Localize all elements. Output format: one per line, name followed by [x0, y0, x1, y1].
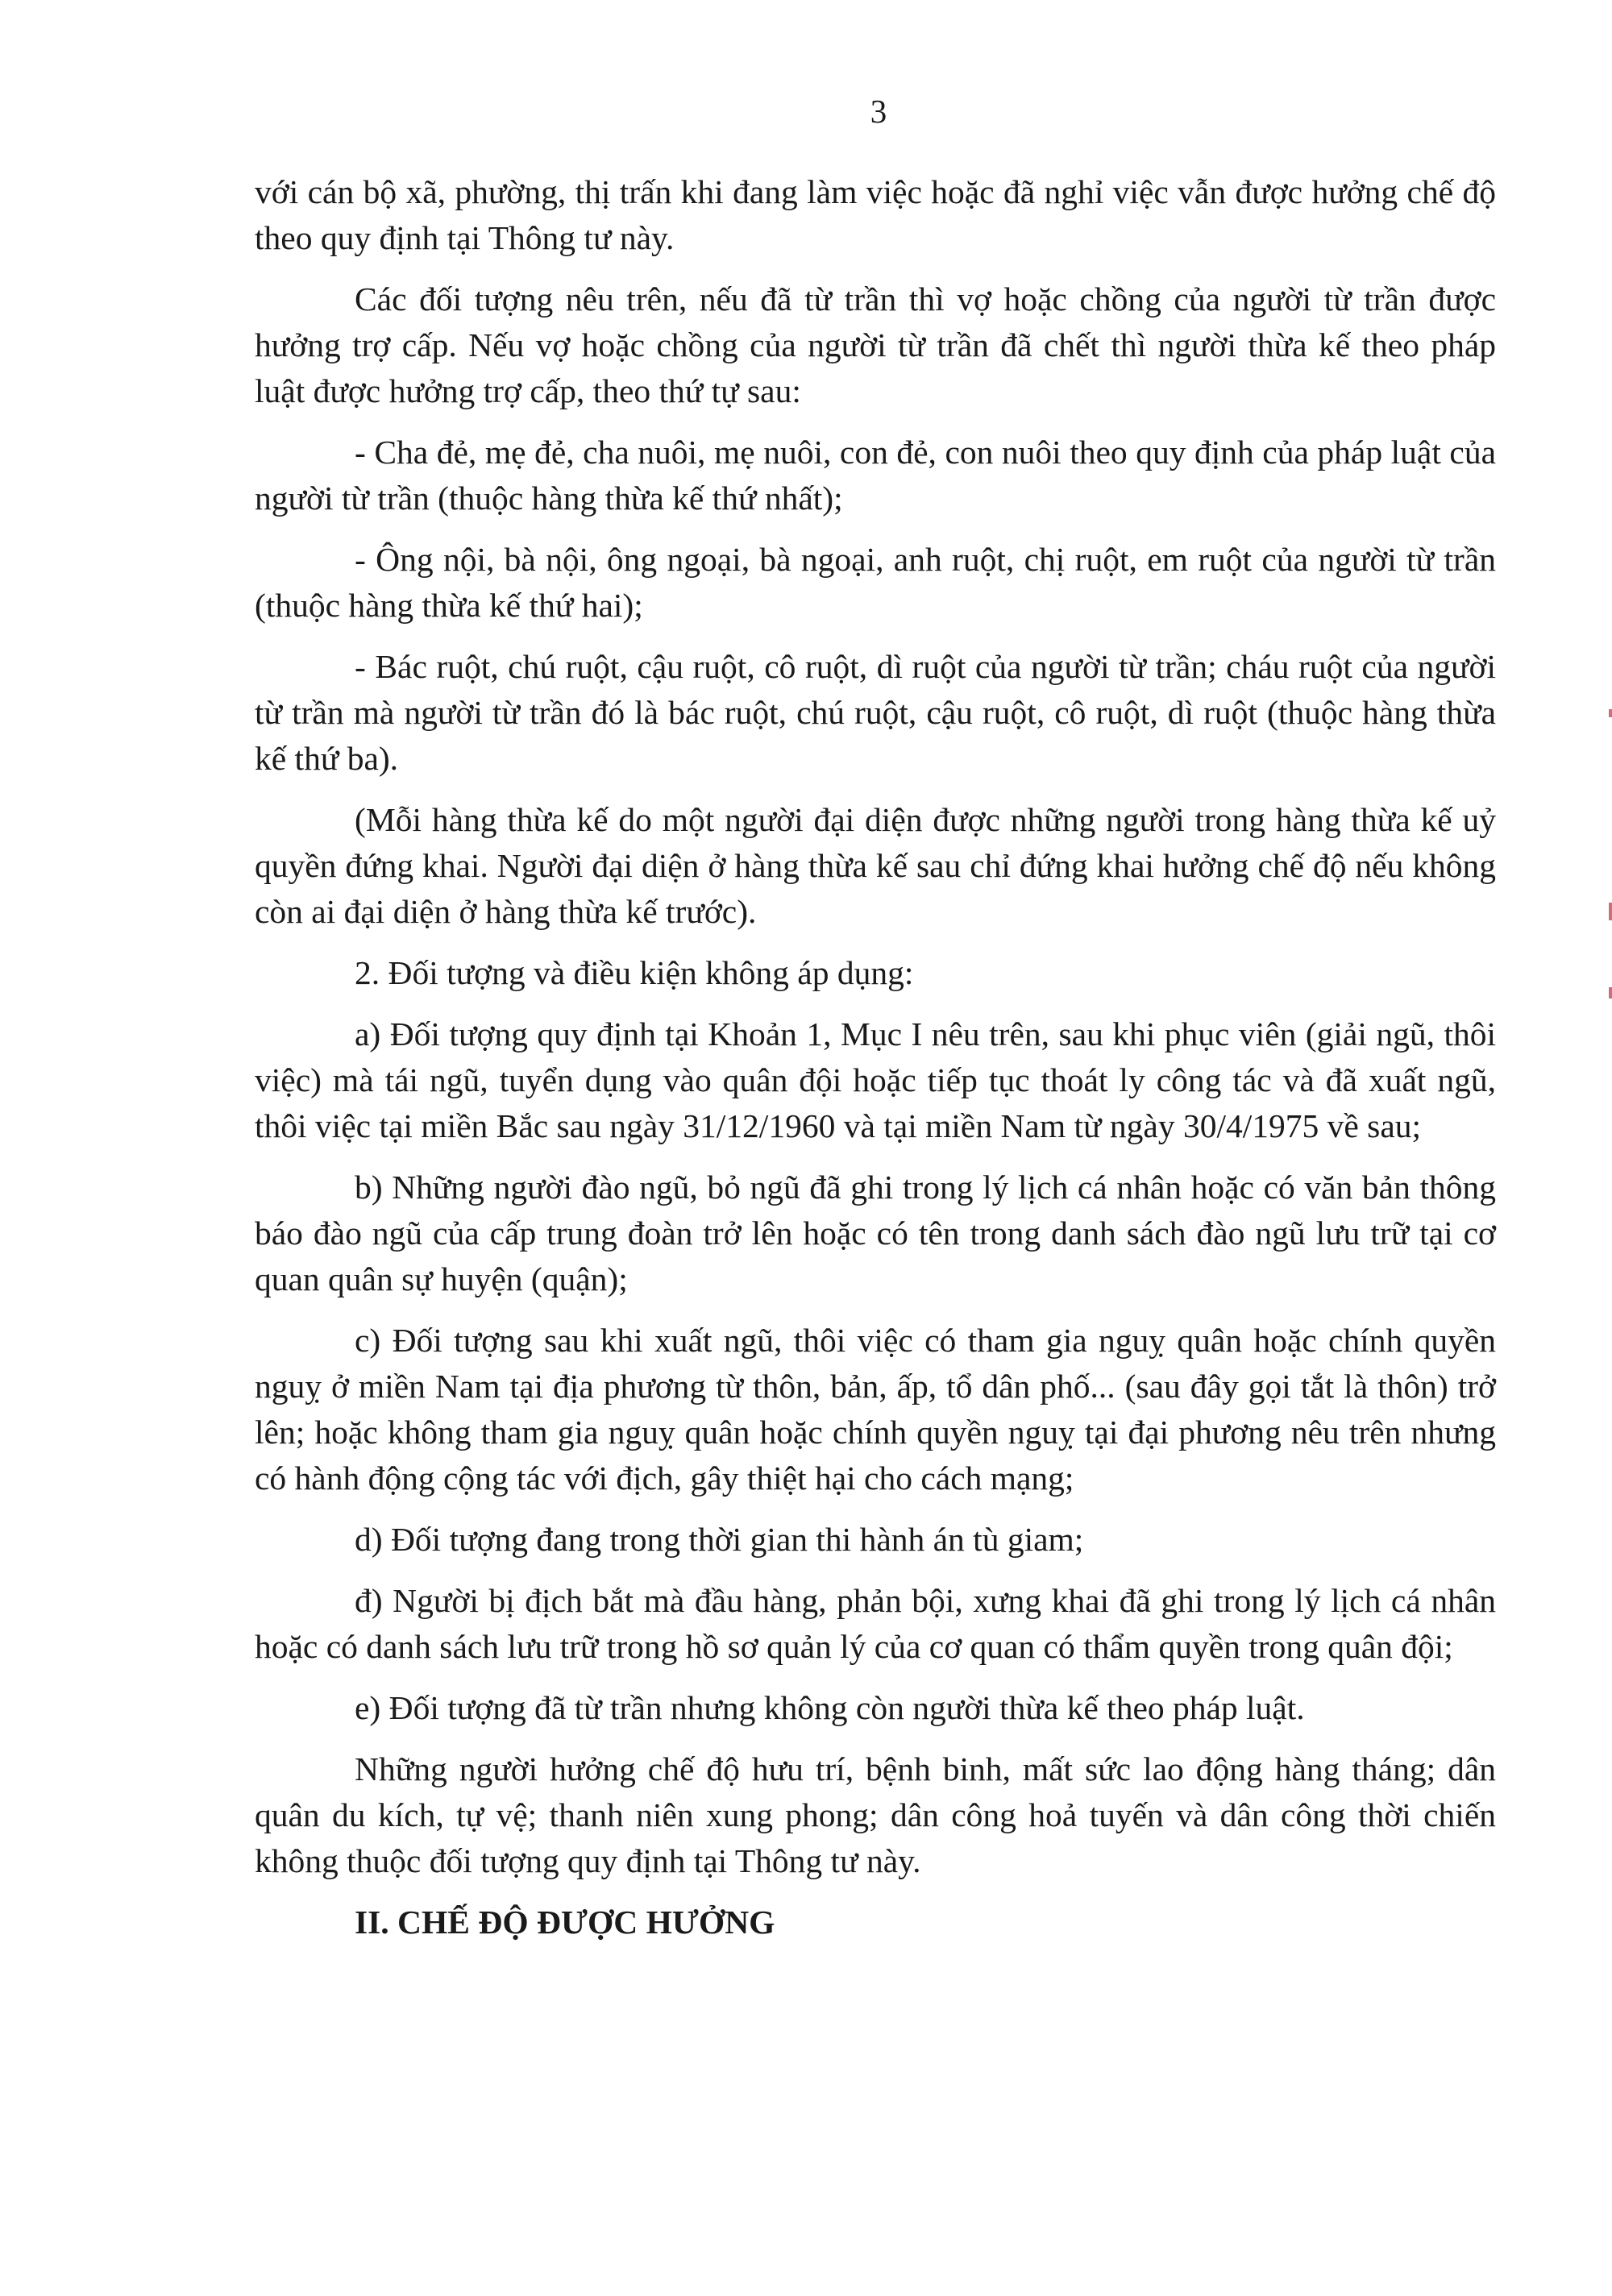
scan-edge-mark [1609, 903, 1612, 920]
paragraph-heirs-second-rank: - Ông nội, bà nội, ông ngoại, bà ngoại, anh ruột, chị ruột, em ruột của người từ trần (thuộc hàng thừa kế thứ hai); [255, 541, 1496, 624]
paragraph-item-dd: đ) Người bị địch bắt mà đầu hàng, phản bội, xưng khai đã ghi trong lý lịch cá nhân hoặc có danh sách lưu trữ trong hồ sơ quản lý của cơ quan có thẩm quyền trong quân đội; [255, 1582, 1496, 1665]
page-number: 3 [870, 93, 887, 130]
paragraph-exclusions: Những người hưởng chế độ hưu trí, bệnh binh, mất sức lao động hàng tháng; dân quân du kích, tự vệ; thanh niên xung phong; dân công hoả tuyến và dân công thời chiến không thuộc đối tượng quy định tại Thông tư này. [255, 1750, 1496, 1879]
paragraph-item-a: a) Đối tượng quy định tại Khoản 1, Mục I nêu trên, sau khi phục viên (giải ngũ, thôi việc) mà tái ngũ, tuyển dụng vào quân đội hoặc tiếp tục thoát ly công tác và đã xuất ngũ, thôi việc tại miền Bắc sau ngày 31/12/1960 và tại miền Nam từ ngày 30/4/1975 về sau; [255, 1015, 1496, 1144]
section-heading: II. CHẾ ĐỘ ĐƯỢC HƯỞNG [355, 1904, 775, 1941]
scan-edge-mark [1609, 987, 1612, 999]
scan-edge-mark [1609, 709, 1612, 717]
paragraph-heirs-intro: Các đối tượng nêu trên, nếu đã từ trần thì vợ hoặc chồng của người từ trần được hưởng trợ cấp. Nếu vợ hoặc chồng của người từ trần đã chết thì người thừa kế theo pháp luật được hưởng trợ cấp, theo thứ tự sau: [255, 280, 1496, 409]
paragraph-item-d: d) Đối tượng đang trong thời gian thi hành án tù giam; [355, 1521, 1084, 1558]
paragraph-heirs-representative: (Mỗi hàng thừa kế do một người đại diện được những người trong hàng thừa kế uỷ quyền đứng khai. Người đại diện ở hàng thừa kế sau chỉ đứng khai hưởng chế độ nếu không còn ai đại diện ở hàng thừa kế trước). [255, 801, 1496, 930]
paragraph-continuation: với cán bộ xã, phường, thị trấn khi đang làm việc hoặc đã nghỉ việc vẫn được hưởng chế độ theo quy định tại Thông tư này. [255, 173, 1496, 256]
paragraph-item-c: c) Đối tượng sau khi xuất ngũ, thôi việc có tham gia nguỵ quân hoặc chính quyền nguỵ ở miền Nam tại địa phương từ thôn, bản, ấp, tổ dân phố... (sau đây gọi tắt là thôn) trở lên; hoặc không tham gia nguỵ quân hoặc chính quyền nguỵ tại đại phương nêu trên nhưng có hành động cộng tác với địch, gây thiệt hại cho cách mạng; [255, 1322, 1496, 1497]
paragraph-item-e: e) Đối tượng đã từ trần nhưng không còn người thừa kế theo pháp luật. [355, 1689, 1305, 1726]
paragraph-section-2-title: 2. Đối tượng và điều kiện không áp dụng: [355, 954, 914, 991]
document-body [255, 169, 1496, 1961]
paragraph-heirs-third-rank: - Bác ruột, chú ruột, cậu ruột, cô ruột, dì ruột của người từ trần; cháu ruột của người từ trần mà người từ trần đó là bác ruột, chú ruột, cậu ruột, cô ruột, dì ruột (thuộc hàng thừa kế thứ ba). [255, 648, 1496, 777]
paragraph-item-b: b) Những người đào ngũ, bỏ ngũ đã ghi trong lý lịch cá nhân hoặc có văn bản thông báo đào ngũ của cấp trung đoàn trở lên hoặc có tên trong danh sách đào ngũ lưu trữ tại cơ quan quân sự huyện (quận); [255, 1169, 1496, 1297]
paragraph-heirs-first-rank: - Cha đẻ, mẹ đẻ, cha nuôi, mẹ nuôi, con đẻ, con nuôi theo quy định của pháp luật của người từ trần (thuộc hàng thừa kế thứ nhất); [255, 434, 1496, 517]
